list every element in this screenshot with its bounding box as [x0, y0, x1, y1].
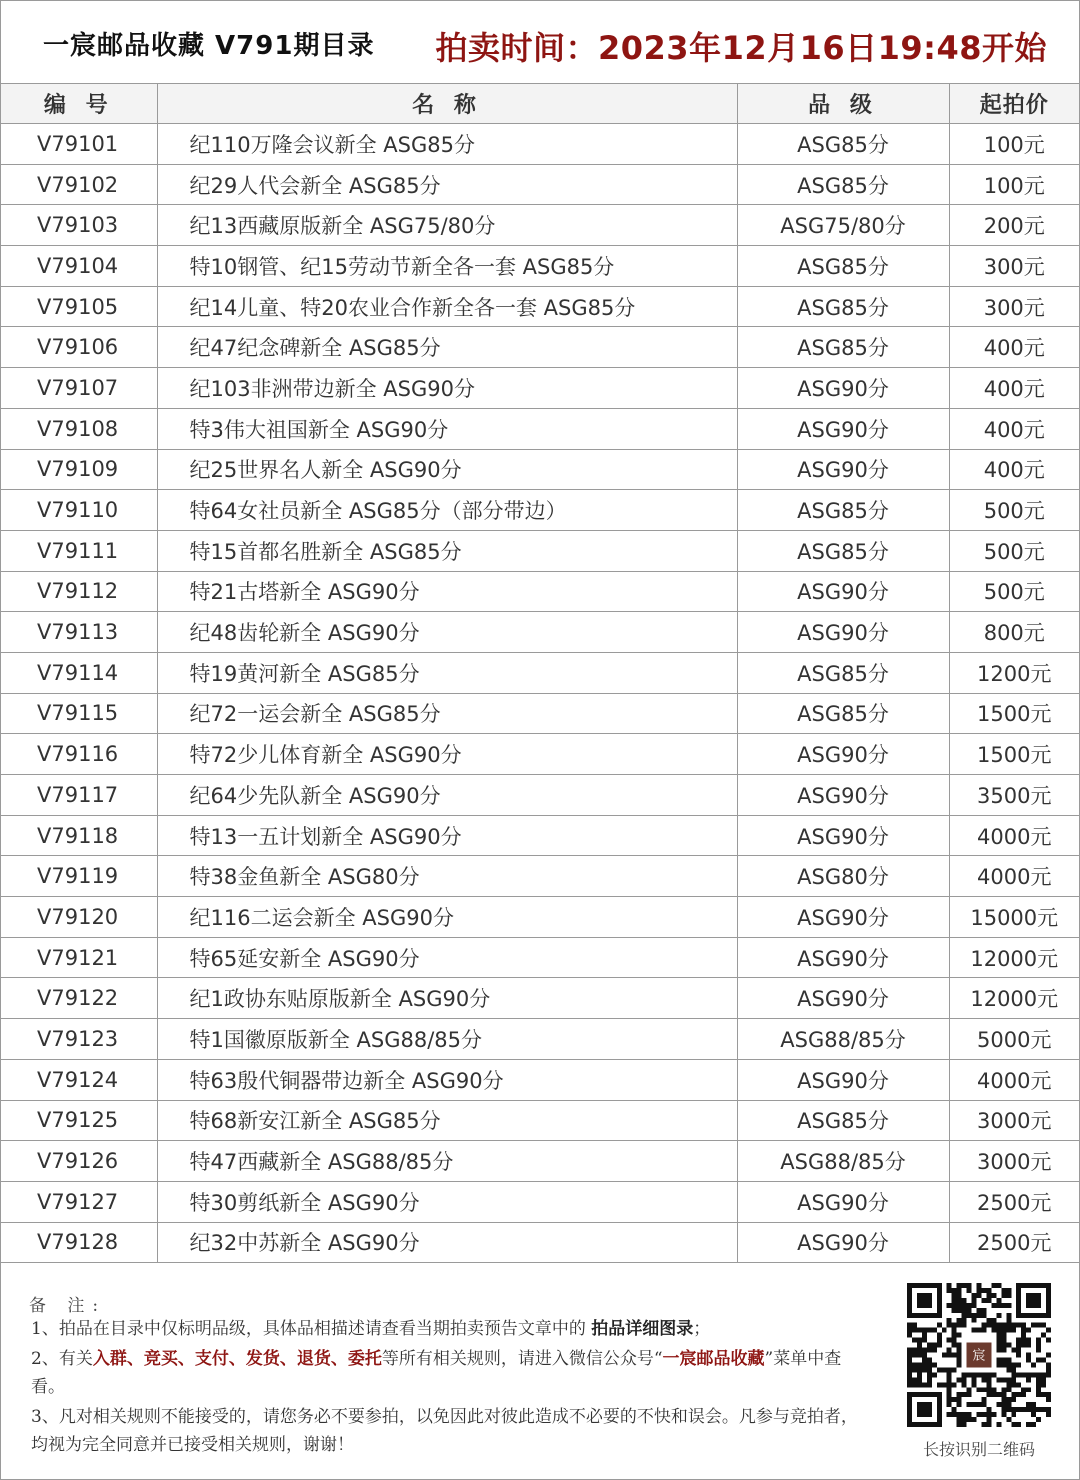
table-row — [1, 897, 1079, 938]
qr-center-logo-text: 宸 — [972, 1348, 986, 1364]
note-2-sep: 、 — [177, 1349, 195, 1369]
starting-price: 3000元 — [949, 1100, 1079, 1141]
item-name: 特47西藏新全 ASG88/85分 — [157, 1141, 737, 1182]
catalog-title: 一宸邮品收藏 V791期目录 — [43, 31, 375, 61]
item-grade: ASG90分 — [737, 897, 949, 938]
item-grade: ASG88/85分 — [737, 1019, 949, 1060]
starting-price: 500元 — [949, 571, 1079, 612]
note-2-sep: 、 — [126, 1349, 144, 1369]
item-grade: ASG85分 — [737, 530, 949, 571]
table-row — [1, 775, 1079, 816]
table-row — [1, 327, 1079, 368]
starting-price: 4000元 — [949, 856, 1079, 897]
notes-title: 备 注: — [29, 1296, 107, 1316]
item-code: V79123 — [1, 1019, 157, 1060]
item-code: V79108 — [1, 408, 157, 449]
starting-price: 500元 — [949, 490, 1079, 531]
item-grade: ASG75/80分 — [737, 205, 949, 246]
item-code: V79118 — [1, 815, 157, 856]
item-grade: ASG85分 — [737, 327, 949, 368]
item-name: 特68新安江新全 ASG85分 — [157, 1100, 737, 1141]
item-name: 纪64少先队新全 ASG90分 — [157, 775, 737, 816]
item-grade: ASG85分 — [737, 693, 949, 734]
item-name: 纪29人代会新全 ASG85分 — [157, 164, 737, 205]
item-grade: ASG85分 — [737, 286, 949, 327]
item-code: V79115 — [1, 693, 157, 734]
item-grade: ASG85分 — [737, 490, 949, 531]
table-row — [1, 530, 1079, 571]
item-grade: ASG85分 — [737, 124, 949, 165]
item-grade: ASG90分 — [737, 449, 949, 490]
column-header-price: 起拍价 — [949, 84, 1079, 124]
table-row — [1, 1141, 1079, 1182]
table-row — [1, 164, 1079, 205]
table-row — [1, 408, 1079, 449]
item-code: V79117 — [1, 775, 157, 816]
item-code: V79127 — [1, 1181, 157, 1222]
item-grade: ASG90分 — [737, 1222, 949, 1263]
table-row — [1, 571, 1079, 612]
item-name: 纪103非洲带边新全 ASG90分 — [157, 368, 737, 409]
item-grade: ASG85分 — [737, 1100, 949, 1141]
table-row — [1, 490, 1079, 531]
starting-price: 200元 — [949, 205, 1079, 246]
item-name: 特72少儿体育新全 ASG90分 — [157, 734, 737, 775]
item-grade: ASG85分 — [737, 652, 949, 693]
starting-price: 800元 — [949, 612, 1079, 653]
table-row — [1, 124, 1079, 165]
starting-price: 4000元 — [949, 1059, 1079, 1100]
note-2 — [31, 1345, 861, 1401]
item-grade: ASG80分 — [737, 856, 949, 897]
note-2-keyword: 支付 — [194, 1349, 229, 1369]
item-code: V79101 — [1, 124, 157, 165]
item-code: V79113 — [1, 612, 157, 653]
item-grade: ASG90分 — [737, 734, 949, 775]
note-2-keyword: 入群 — [92, 1349, 127, 1369]
item-code: V79102 — [1, 164, 157, 205]
item-code: V79116 — [1, 734, 157, 775]
starting-price: 300元 — [949, 286, 1079, 327]
table-row — [1, 856, 1079, 897]
starting-price: 1200元 — [949, 652, 1079, 693]
table-row — [1, 286, 1079, 327]
item-grade: ASG90分 — [737, 815, 949, 856]
starting-price: 3500元 — [949, 775, 1079, 816]
item-name: 特38金鱼新全 ASG80分 — [157, 856, 737, 897]
table-row — [1, 1019, 1079, 1060]
table-header-row — [1, 84, 1079, 124]
item-code: V79105 — [1, 286, 157, 327]
item-name: 特1国徽原版新全 ASG88/85分 — [157, 1019, 737, 1060]
note-1 — [31, 1315, 861, 1343]
catalog-table — [1, 83, 1079, 1263]
item-name: 纪1政协东贴原版新全 ASG90分 — [157, 978, 737, 1019]
note-2-text-3: ”菜单中查看。 — [31, 1349, 842, 1397]
table-row — [1, 1222, 1079, 1263]
table-row — [1, 937, 1079, 978]
note-2-text: 2、有关 — [31, 1349, 93, 1369]
table-row — [1, 815, 1079, 856]
item-code: V79124 — [1, 1059, 157, 1100]
starting-price: 1500元 — [949, 734, 1079, 775]
item-code: V79121 — [1, 937, 157, 978]
item-name: 纪116二运会新全 ASG90分 — [157, 897, 737, 938]
item-grade: ASG88/85分 — [737, 1141, 949, 1182]
item-grade: ASG90分 — [737, 571, 949, 612]
table-row — [1, 978, 1079, 1019]
item-grade: ASG90分 — [737, 1181, 949, 1222]
column-header-grade: 品 级 — [737, 84, 949, 124]
item-name: 纪25世界名人新全 ASG90分 — [157, 449, 737, 490]
starting-price: 2500元 — [949, 1222, 1079, 1263]
item-code: V79107 — [1, 368, 157, 409]
item-grade: ASG85分 — [737, 246, 949, 287]
item-grade: ASG85分 — [737, 164, 949, 205]
item-code: V79110 — [1, 490, 157, 531]
item-grade: ASG90分 — [737, 775, 949, 816]
table-row — [1, 1059, 1079, 1100]
item-grade: ASG90分 — [737, 1059, 949, 1100]
starting-price: 15000元 — [949, 897, 1079, 938]
item-name: 纪47纪念碑新全 ASG85分 — [157, 327, 737, 368]
item-name: 纪72一运会新全 ASG85分 — [157, 693, 737, 734]
item-grade: ASG90分 — [737, 408, 949, 449]
item-code: V79120 — [1, 897, 157, 938]
item-code: V79111 — [1, 530, 157, 571]
item-name: 纪48齿轮新全 ASG90分 — [157, 612, 737, 653]
starting-price: 100元 — [949, 164, 1079, 205]
starting-price: 500元 — [949, 530, 1079, 571]
item-grade: ASG90分 — [737, 937, 949, 978]
item-name: 特21古塔新全 ASG90分 — [157, 571, 737, 612]
item-name: 特15首都名胜新全 ASG85分 — [157, 530, 737, 571]
starting-price: 3000元 — [949, 1141, 1079, 1182]
starting-price: 4000元 — [949, 815, 1079, 856]
table-row — [1, 449, 1079, 490]
item-grade: ASG90分 — [737, 612, 949, 653]
item-name: 特30剪纸新全 ASG90分 — [157, 1181, 737, 1222]
qr-code-icon[interactable] — [907, 1283, 1051, 1427]
item-grade: ASG90分 — [737, 978, 949, 1019]
note-2-account-name: 一宸邮品收藏 — [662, 1349, 765, 1369]
item-name: 纪110万隆会议新全 ASG85分 — [157, 124, 737, 165]
item-code: V79106 — [1, 327, 157, 368]
item-name: 特63殷代铜器带边新全 ASG90分 — [157, 1059, 737, 1100]
item-name: 特10钢管、纪15劳动节新全各一套 ASG85分 — [157, 246, 737, 287]
item-code: V79104 — [1, 246, 157, 287]
starting-price: 12000元 — [949, 937, 1079, 978]
item-name: 特64女社员新全 ASG85分（部分带边） — [157, 490, 737, 531]
table-row — [1, 612, 1079, 653]
item-name: 特13一五计划新全 ASG90分 — [157, 815, 737, 856]
note-2-sep: 、 — [228, 1349, 246, 1369]
note-2-keyword: 竞买 — [143, 1349, 178, 1369]
note-2-keyword: 发货 — [245, 1349, 280, 1369]
note-1-bold: 拍品详细图录 — [591, 1319, 694, 1339]
column-header-name: 名 称 — [157, 84, 737, 124]
item-code: V79122 — [1, 978, 157, 1019]
note-2-keyword: 退货 — [296, 1349, 331, 1369]
item-code: V79128 — [1, 1222, 157, 1263]
table-row — [1, 246, 1079, 287]
item-code: V79112 — [1, 571, 157, 612]
catalog-header — [1, 1, 1079, 83]
note-2-text-2: 等所有相关规则，请进入微信公众号“ — [381, 1349, 663, 1369]
item-code: V79103 — [1, 205, 157, 246]
item-code: V79109 — [1, 449, 157, 490]
item-name: 特19黄河新全 ASG85分 — [157, 652, 737, 693]
note-2-sep: 、 — [330, 1349, 348, 1369]
starting-price: 400元 — [949, 327, 1079, 368]
item-name: 纪32中苏新全 ASG90分 — [157, 1222, 737, 1263]
item-code: V79119 — [1, 856, 157, 897]
item-name: 特3伟大祖国新全 ASG90分 — [157, 408, 737, 449]
item-name: 特65延安新全 ASG90分 — [157, 937, 737, 978]
item-code: V79126 — [1, 1141, 157, 1182]
table-row — [1, 693, 1079, 734]
starting-price: 12000元 — [949, 978, 1079, 1019]
note-1-text: 1、拍品在目录中仅标明品级，具体品相描述请查看当期拍卖预告文章中的 — [31, 1319, 592, 1339]
note-2-keyword: 委托 — [347, 1349, 382, 1369]
item-name: 纪14儿童、特20农业合作新全各一套 ASG85分 — [157, 286, 737, 327]
table-row — [1, 652, 1079, 693]
column-header-code: 编 号 — [1, 84, 157, 124]
item-code: V79114 — [1, 652, 157, 693]
starting-price: 400元 — [949, 408, 1079, 449]
item-name: 纪13西藏原版新全 ASG75/80分 — [157, 205, 737, 246]
table-row — [1, 368, 1079, 409]
table-row — [1, 1181, 1079, 1222]
starting-price: 400元 — [949, 449, 1079, 490]
item-code: V79125 — [1, 1100, 157, 1141]
table-row — [1, 734, 1079, 775]
starting-price: 400元 — [949, 368, 1079, 409]
starting-price: 1500元 — [949, 693, 1079, 734]
starting-price: 2500元 — [949, 1181, 1079, 1222]
starting-price: 300元 — [949, 246, 1079, 287]
item-grade: ASG90分 — [737, 368, 949, 409]
note-2-sep: 、 — [279, 1349, 297, 1369]
starting-price: 5000元 — [949, 1019, 1079, 1060]
note-3: 3、凡对相关规则不能接受的，请您务必不要参拍，以免因此对彼此造成不必要的不快和误会。凡参与竞拍者，均视为完全同意并已接受相关规则，谢谢！ — [31, 1407, 858, 1455]
qr-caption: 长按识别二维码 — [922, 1440, 1035, 1459]
table-row — [1, 205, 1079, 246]
table-row — [1, 1100, 1079, 1141]
auction-time: 拍卖时间：2023年12月16日19:48开始 — [435, 29, 1047, 67]
note-1-end: ； — [693, 1319, 711, 1339]
starting-price: 100元 — [949, 124, 1079, 165]
